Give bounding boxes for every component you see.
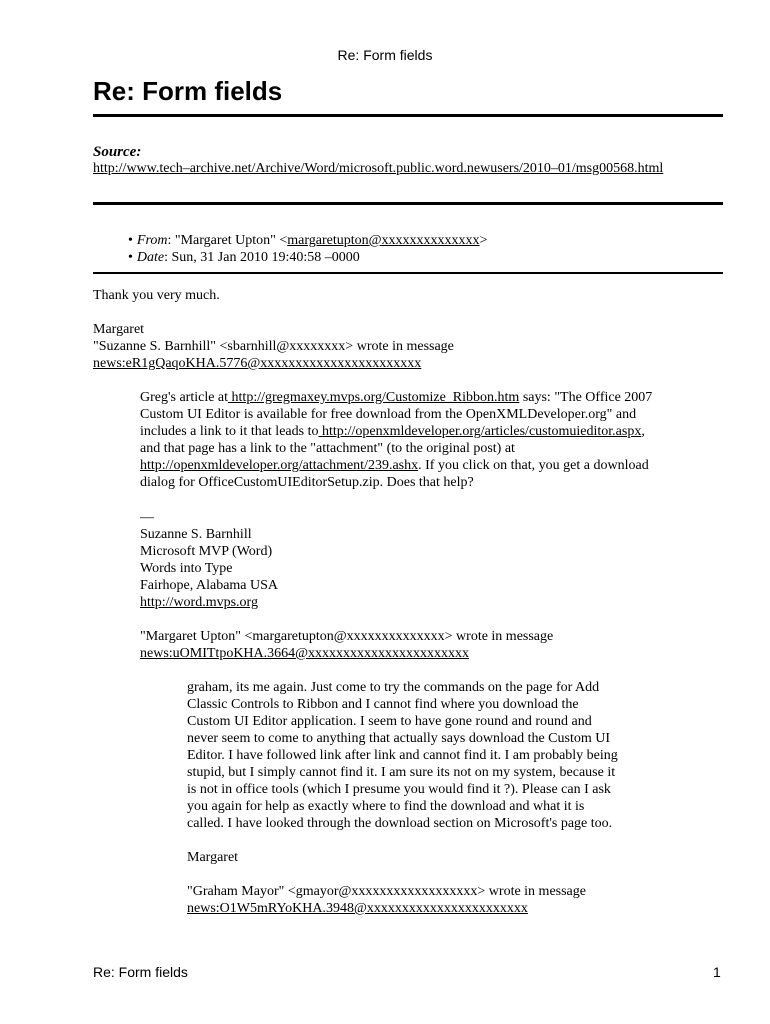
- quote2-line: called. I have looked through the download section on Microsoft's page too.: [187, 816, 613, 831]
- quote1-text: includes a link to it that leads to: [140, 424, 319, 439]
- running-header: Re: Form fields: [337, 47, 433, 63]
- quote2-line: is not in office tools (which I presume you would find it ?). Please can I ask: [187, 782, 611, 797]
- source-label: Source:: [93, 144, 142, 160]
- running-footer-title: Re: Form fields: [93, 964, 188, 980]
- from-end: >: [479, 233, 488, 248]
- title-divider: [93, 114, 723, 117]
- news-link-1[interactable]: news:eR1gQaqoKHA.5776@xxxxxxxxxxxxxxxxxxxxxxx: [93, 356, 422, 371]
- quote2-line: Classic Controls to Ribbon and I cannot find where you download the: [187, 697, 579, 712]
- date-value: : Sun, 31 Jan 2010 19:40:58 –0000: [164, 250, 360, 265]
- wrote-link-1-wrap: [93, 355, 421, 372]
- quote2-line: never seem to come to anything that actually says download the Custom UI: [187, 731, 611, 746]
- quote1-line: Custom UI Editor is available for free download from the OpenXMLDeveloper.org" and: [140, 407, 637, 422]
- quote1-paragraph: [140, 389, 730, 491]
- quote2-line: stupid, but I simply cannot find it. I am sure its not on my system, because it: [187, 765, 616, 780]
- greg-article-link[interactable]: http://gregmaxey.mvps.org/Customize_Ribbon.htm: [228, 390, 520, 405]
- sig-link-wrap: [140, 594, 258, 611]
- quote2-line: you again for help as exactly where to find the download and what it is: [187, 799, 585, 814]
- sig-line: Words into Type: [140, 561, 233, 576]
- quote2-paragraph: [187, 679, 727, 832]
- quote1-line: [140, 389, 730, 406]
- wrote-line-3: "Graham Mayor" <gmayor@xxxxxxxxxxxxxxxxxx> wrote in message: [187, 884, 586, 899]
- quote2-line: Custom UI Editor application. I seem to have gone round and round and: [187, 714, 592, 729]
- page-number: 1: [713, 964, 721, 980]
- source-url[interactable]: [93, 161, 663, 177]
- sig-separator: ––: [140, 510, 154, 525]
- quote2-line: Editor. I have followed link after link and cannot find it. I am probably being: [187, 748, 618, 763]
- from-email-link[interactable]: margaretupton@xxxxxxxxxxxxxx: [287, 233, 480, 248]
- from-name: : "Margaret Upton" <: [167, 233, 288, 248]
- date-label: Date: [136, 250, 165, 265]
- quote1-text: Greg's article at: [140, 390, 229, 405]
- meta-date: [128, 250, 360, 266]
- sig-line: Suzanne S. Barnhill: [140, 527, 252, 542]
- customuieditor-link[interactable]: http://openxmldeveloper.org/articles/customuieditor.aspx: [318, 424, 642, 439]
- wrote-link-2-wrap: [140, 645, 469, 662]
- from-label: From: [136, 233, 168, 248]
- bullet-icon: •: [128, 250, 133, 265]
- quote1-line: [140, 457, 730, 474]
- bullet-icon: •: [128, 233, 133, 248]
- quote1-line: dialog for OfficeCustomUIEditorSetup.zip. Does that help?: [140, 475, 474, 490]
- quote1-text: says: "The Office 2007: [519, 390, 653, 405]
- quote2-line: graham, its me again. Just come to try the commands on the page for Add: [187, 680, 600, 695]
- quote1-line: and that page has a link to the "attachment" (to the original post) at: [140, 441, 515, 456]
- word-mvps-link[interactable]: http://word.mvps.org: [140, 595, 258, 610]
- quote1-text: . If you click on that, you get a download: [418, 458, 649, 473]
- source-divider: [93, 202, 723, 205]
- quote2-signature: Margaret: [187, 850, 239, 865]
- page-title: Re: Form fields: [93, 76, 283, 106]
- sig-line: Fairhope, Alabama USA: [140, 578, 279, 593]
- meta-divider: [93, 272, 723, 274]
- quote1-line: [140, 423, 730, 440]
- quote1-text: ,: [641, 424, 645, 439]
- message-thanks: Thank you very much.: [93, 288, 220, 303]
- sig-line: Microsoft MVP (Word): [140, 544, 273, 559]
- meta-from: [128, 233, 487, 249]
- message-signature: Margaret: [93, 322, 145, 337]
- wrote-link-3-wrap: [187, 900, 528, 917]
- attachment-link[interactable]: http://openxmldeveloper.org/attachment/239.ashx: [140, 458, 419, 473]
- wrote-line-2: "Margaret Upton" <margaretupton@xxxxxxxxxxxxxx> wrote in message: [140, 629, 554, 644]
- news-link-2[interactable]: news:uOMITtpoKHA.3664@xxxxxxxxxxxxxxxxxxxxxxx: [140, 646, 470, 661]
- wrote-line-1: "Suzanne S. Barnhill" <sbarnhill@xxxxxxxx> wrote in message: [93, 339, 454, 354]
- news-link-3[interactable]: news:O1W5mRYoKHA.3948@xxxxxxxxxxxxxxxxxxxxxxx: [187, 901, 528, 916]
- source-link[interactable]: http://www.tech–archive.net/Archive/Word/microsoft.public.word.newusers/2010–01/msg00568.html: [93, 161, 664, 176]
